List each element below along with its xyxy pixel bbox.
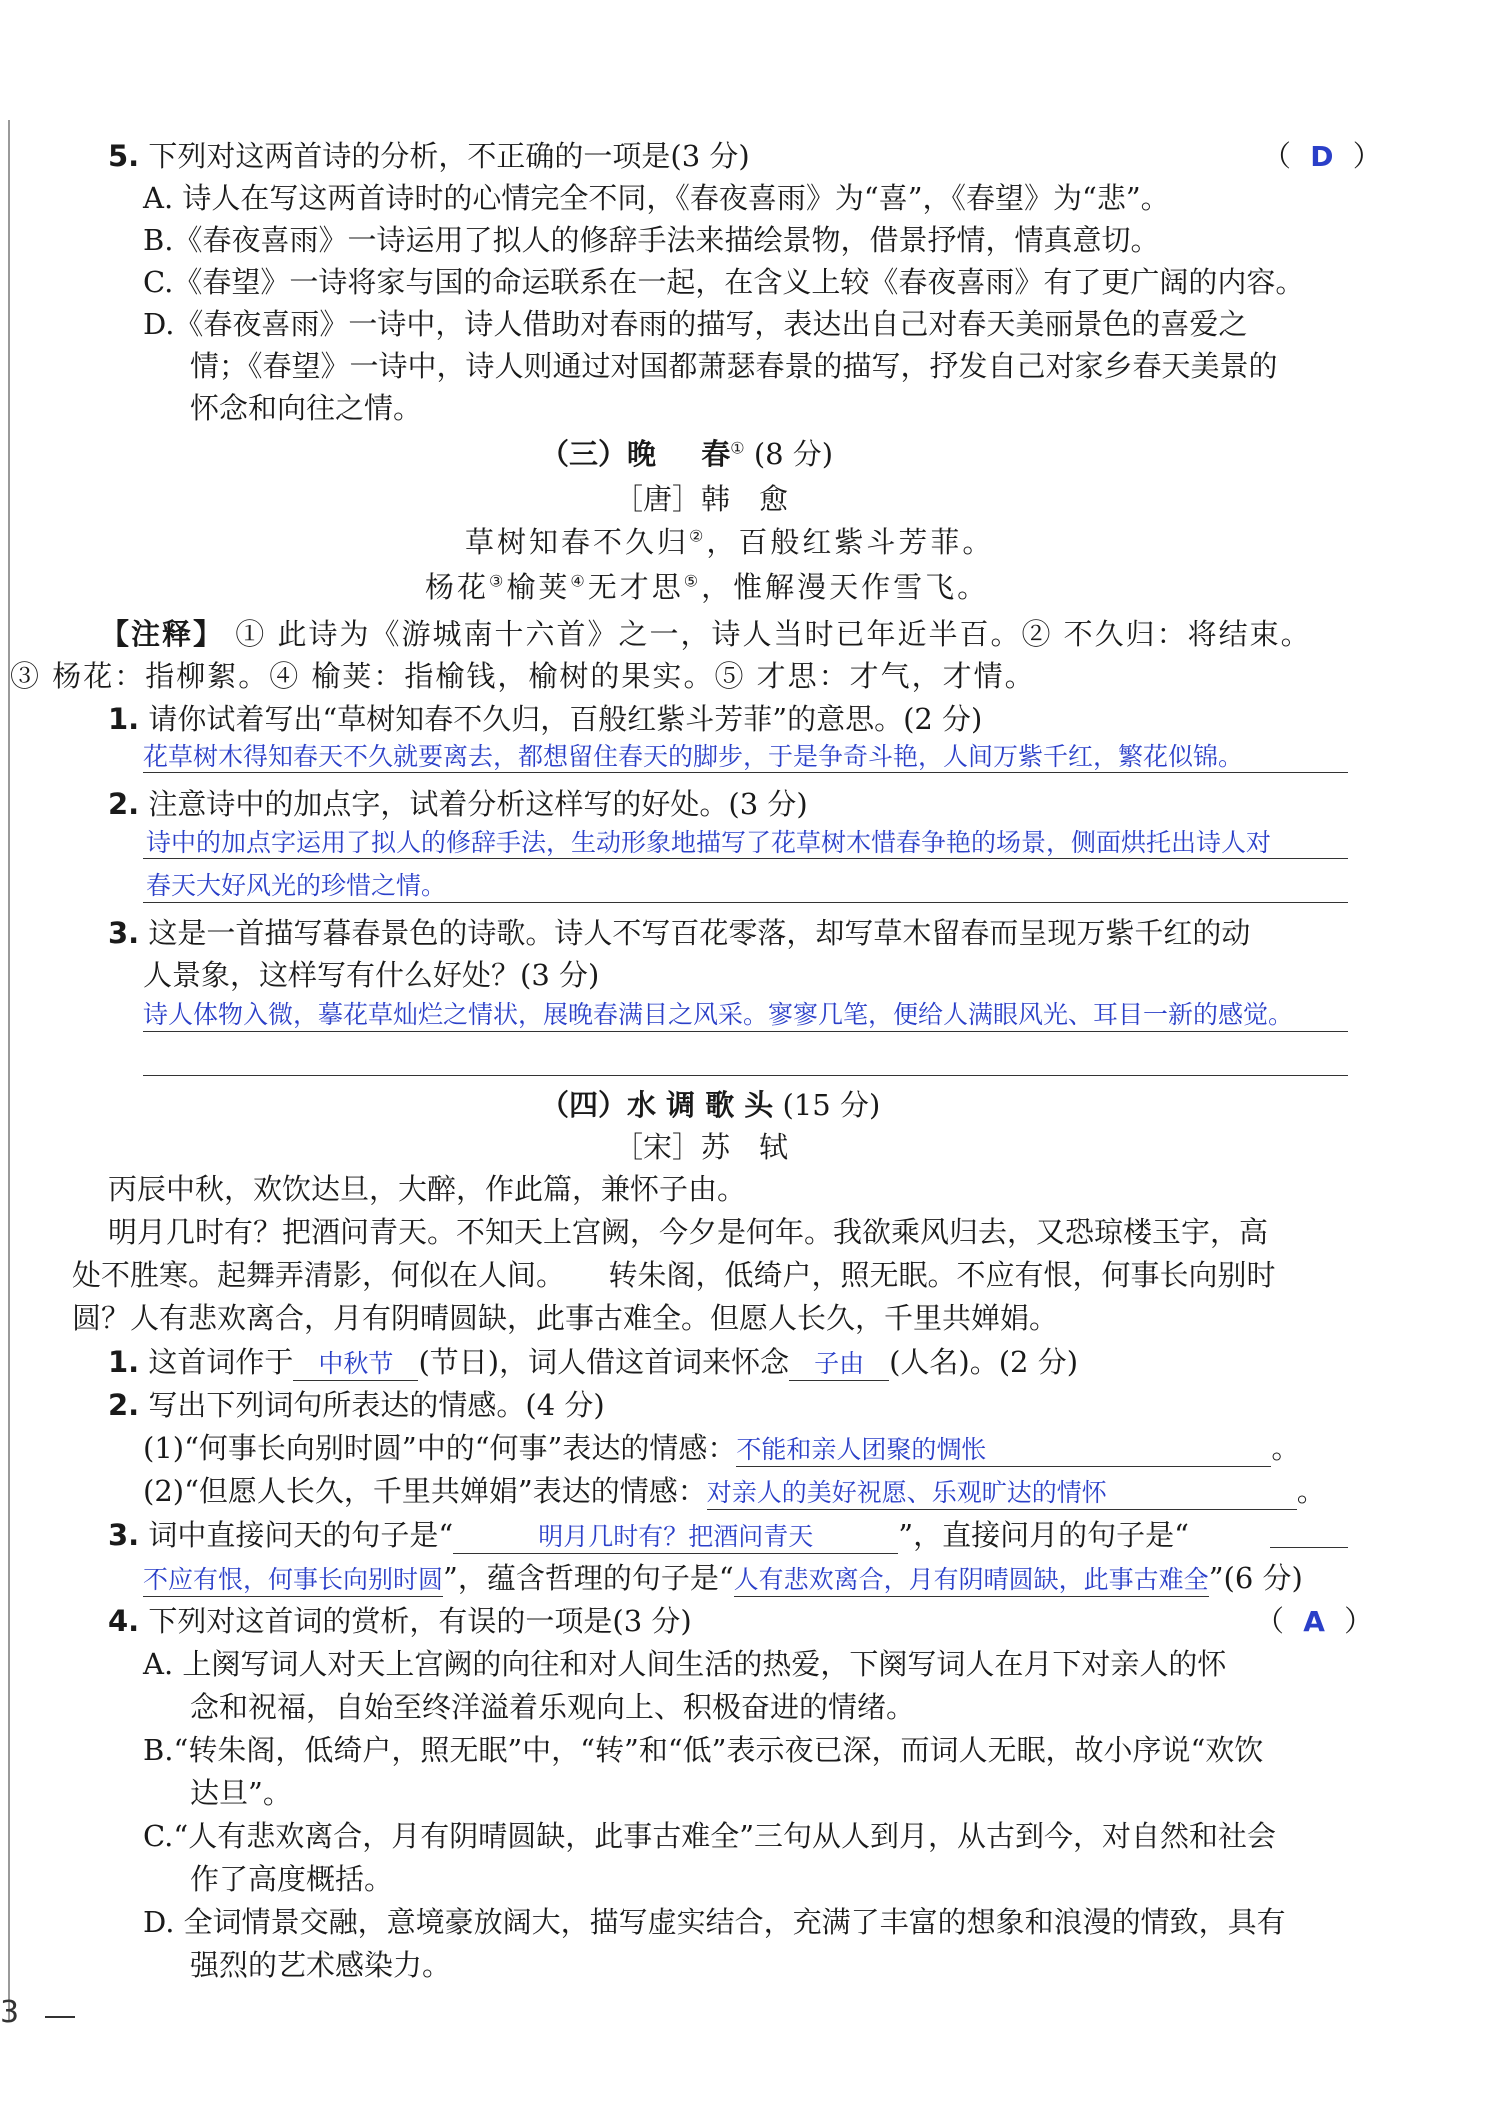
answer-rule — [143, 858, 1348, 859]
poem-line2-sup3: ⑤ — [683, 571, 702, 591]
sec3-title-char: 春 — [701, 437, 731, 471]
sec4-q1-answer-festival: 中秋节 — [293, 1344, 418, 1381]
page-number: 3 — [0, 1995, 20, 2030]
sec4-q3-b: ”，直接问月的句子是“ — [898, 1518, 1189, 1552]
sec4-q1 — [108, 1340, 1078, 1381]
q5-stem — [108, 134, 750, 175]
sec3-title — [540, 432, 833, 473]
sec4-q2-number: 2. — [108, 1388, 140, 1422]
sec4-q2-1-text: (1)“何事长向别时圆”中的“何事”表达的情感： — [143, 1431, 737, 1465]
sec4-q3-answer-sky: 明月几时有？把酒问青天 — [453, 1517, 898, 1554]
sec4-preface: 丙辰中秋，欢饮达旦，大醉，作此篇，兼怀子由。 — [108, 1172, 747, 1206]
sec4-q2-stem: 写出下列词句所表达的情感。(4 分) — [148, 1388, 605, 1422]
sec4-q4-option-b-line1: B.“转朱阁，低绮户，照无眠”中，“转”和“低”表示夜已深，而词人无眠，故小序说“欢饮 — [143, 1733, 1264, 1767]
sec4-q3-a: 词中直接问天的句子是“ — [148, 1518, 454, 1552]
sec3-q2-stem: 注意诗中的加点字，试着分析这样写的好处。(3 分) — [148, 787, 808, 821]
answer-rule — [143, 1031, 1348, 1032]
sec4-q1-a: 这首词作于 — [148, 1345, 294, 1379]
sec3-q3-answer: 诗人体物入微，摹花草灿烂之情状，展晚春满目之风采。寥寥几笔，便给人满眼风光、耳目一新的感觉。 — [143, 1000, 1294, 1029]
paren-close: ） — [1352, 139, 1382, 173]
sec4-q3-d: ”(6 分) — [1208, 1561, 1303, 1595]
sec4-q4-option-a-line1: A. 上阕写词人对天上宫阙的向往和对人间生活的热爱，下阕写词人在月下对亲人的怀 — [143, 1647, 1227, 1681]
paren-open: （ — [1255, 1604, 1285, 1638]
sec4-q4-option-b-line2: 达旦”。 — [190, 1776, 292, 1810]
sec3-note-line1 — [100, 612, 1312, 653]
sec4-q1-c: (人名)。(2 分) — [889, 1345, 1079, 1379]
sec4-q4-option-d-line1: D. 全词情景交融，意境豪放阔大，描写虚实结合，充满了丰富的想象和浪漫的情致，具有 — [143, 1905, 1286, 1939]
poem-line2-sup1: ③ — [489, 571, 507, 591]
sec4-text-line1: 明月几时有？把酒问青天。不知天上宫阙，今夕是何年。我欲乘风归去，又恐琼楼玉宇，高 — [108, 1215, 1269, 1249]
sec4-q3-number: 3. — [108, 1518, 140, 1552]
sec3-title-prefix: （三）晚 — [540, 437, 657, 471]
answer-rule — [1270, 1547, 1348, 1548]
sec4-q4-answer-box — [1255, 1599, 1373, 1640]
q5-option-c: C.《春望》一诗将家与国的命运联系在一起，在含义上较《春夜喜雨》有了更广阔的内容。 — [143, 265, 1305, 299]
poem-line2-b: 榆荚 — [506, 570, 571, 604]
sec4-q4-option-a-line2: 念和祝福，自始至终洋溢着乐观向上、积极奋进的情绪。 — [190, 1690, 916, 1724]
poem-line1-b: ，百般红紫斗芳菲。 — [706, 525, 995, 559]
sec3-q2 — [108, 782, 808, 823]
sec4-q2-2 — [143, 1469, 1326, 1510]
sec4-title — [540, 1083, 880, 1124]
period: 。 — [1296, 1474, 1326, 1508]
q5-option-d-line1: D.《春夜喜雨》一诗中，诗人借助对春雨的描写，表达出自己对春天美丽景色的喜爱之 — [143, 307, 1248, 341]
sec3-q3 — [108, 911, 1250, 952]
sec4-text-line3: 圆？人有悲欢离合，月有阴晴圆缺，此事古难全。但愿人长久，千里共婵娟。 — [72, 1301, 1059, 1335]
sec4-q4-answer: A — [1303, 1605, 1325, 1638]
q5-stem-text: 下列对这两首诗的分析，不正确的一项是(3 分) — [148, 139, 750, 173]
sec4-q1-answer-person: 子由 — [789, 1344, 889, 1381]
q5-option-b: B.《春夜喜雨》一诗运用了拟人的修辞手法来描绘景物，借景抒情，情真意切。 — [143, 223, 1160, 257]
page-number-dash — [45, 2016, 75, 2018]
sec4-q3-line1 — [108, 1513, 1189, 1554]
sec4-q4-option-d-line2: 强烈的艺术感染力。 — [190, 1948, 452, 1982]
sec3-poem-line1 — [465, 520, 994, 561]
note-1: ① 此诗为《游城南十六首》之一，诗人当时已年近半百。② 不久归：将结束。 — [235, 617, 1312, 651]
sec3-q3-number: 3. — [108, 916, 140, 950]
sec4-q1-number: 1. — [108, 1345, 140, 1379]
sec4-q4 — [108, 1599, 692, 1640]
sec4-q2 — [108, 1383, 605, 1424]
sec4-q3-c: ”，蕴含哲理的句子是“ — [443, 1561, 734, 1595]
sec3-q2-number: 2. — [108, 787, 140, 821]
poem-line2-a: 杨花 — [425, 570, 490, 604]
paren-close: ） — [1344, 1604, 1374, 1638]
sec4-text-line2: 处不胜寒。起舞弄清影，何似在人间。 转朱阁，低绮户，照无眠。不应有恨，何事长向别时 — [72, 1258, 1276, 1292]
sec3-poem-line2 — [425, 565, 989, 606]
sec4-author: ［宋］苏 轼 — [614, 1130, 789, 1164]
q5-option-d-line3: 怀念和向往之情。 — [190, 391, 423, 425]
q5-option-d-line2: 情；《春望》一诗中，诗人则通过对国都萧瑟春景的描写，抒发自己对家乡春天美景的 — [190, 349, 1278, 383]
q5-number: 5. — [108, 139, 140, 173]
answer-rule — [143, 772, 1348, 773]
sec4-q4-stem: 下列对这首词的赏析，有误的一项是(3 分) — [148, 1604, 692, 1638]
sec4-title-text: （四）水 调 歌 头 — [540, 1088, 774, 1122]
sec3-title-sup: ① — [730, 438, 745, 458]
answer-rule — [143, 902, 1348, 903]
sec3-q1 — [108, 697, 982, 738]
sec3-q1-number: 1. — [108, 702, 140, 736]
sec4-title-score: (15 分) — [782, 1088, 881, 1122]
left-margin-line — [8, 120, 10, 2020]
poem-line1-a: 草树知春不久归 — [465, 525, 690, 559]
sec4-q4-option-c-line1: C.“人有悲欢离合，月有阴晴圆缺，此事古难全”三句从人到月，从古到今，对自然和社会 — [143, 1819, 1277, 1853]
poem-line2-d: ，惟解漫天作雪飞。 — [701, 570, 990, 604]
sec4-q2-1 — [143, 1426, 1300, 1467]
sec3-q2-answer-line2: 春天大好风光的珍惜之情。 — [146, 871, 447, 900]
q5-answer-box — [1262, 134, 1382, 175]
sec4-q2-1-answer: 不能和亲人团聚的惆怅 — [736, 1430, 1271, 1467]
sec3-q3-stem-2: 人景象，这样写有什么好处？(3 分) — [143, 958, 600, 992]
sec4-q3-answer-moon: 不应有恨，何事长向别时圆 — [143, 1560, 443, 1597]
sec3-q2-answer-line1: 诗中的加点字运用了拟人的修辞手法，生动形象地描写了花草树木惜春争艳的场景，侧面烘托出诗人对 — [146, 828, 1272, 857]
sec4-q3-answer-philosophy: 人有悲欢离合，月有阴晴圆缺，此事古难全 — [734, 1560, 1209, 1597]
sec4-q2-2-answer: 对亲人的美好祝愿、乐观旷达的情怀 — [707, 1473, 1297, 1510]
period: 。 — [1271, 1431, 1301, 1465]
poem-line1-sup: ② — [689, 526, 707, 546]
sec4-q2-2-text: (2)“但愿人长久，千里共婵娟”表达的情感： — [143, 1474, 707, 1508]
poem-line2-c: 无才思 — [587, 570, 684, 604]
sec3-q3-stem-1: 这是一首描写暮春景色的诗歌。诗人不写百花零落，却写草木留春而呈现万紫千红的动 — [148, 916, 1251, 950]
poem-line2-sup2: ④ — [570, 571, 588, 591]
sec3-q1-stem: 请你试着写出“草树知春不久归，百般红紫斗芳菲”的意思。(2 分) — [148, 702, 983, 736]
answer-rule — [143, 1075, 1348, 1076]
sec3-author: ［唐］韩 愈 — [614, 482, 789, 516]
sec4-q4-option-c-line2: 作了高度概括。 — [190, 1862, 394, 1896]
q5-answer: D — [1310, 140, 1334, 173]
sec4-q3-line2 — [143, 1556, 1303, 1597]
sec3-title-score: (8 分) — [753, 437, 834, 471]
sec4-q4-number: 4. — [108, 1604, 140, 1638]
paren-open: （ — [1262, 139, 1292, 173]
sec3-note-line2: ③ 杨花：指柳絮。④ 榆荚：指榆钱，榆树的果实。⑤ 才思：才气，才情。 — [10, 659, 1036, 693]
sec3-q1-answer: 花草树木得知春天不久就要离去，都想留住春天的脚步，于是争奇斗艳，人间万紫千红，繁花似锦。 — [143, 742, 1244, 771]
q5-option-a: A. 诗人在写这两首诗时的心情完全不同，《春夜喜雨》为“喜”，《春望》为“悲”。 — [143, 181, 1170, 215]
note-head: 【注释】 — [100, 617, 225, 651]
sec4-q1-b: (节日)，词人借这首词来怀念 — [418, 1345, 790, 1379]
